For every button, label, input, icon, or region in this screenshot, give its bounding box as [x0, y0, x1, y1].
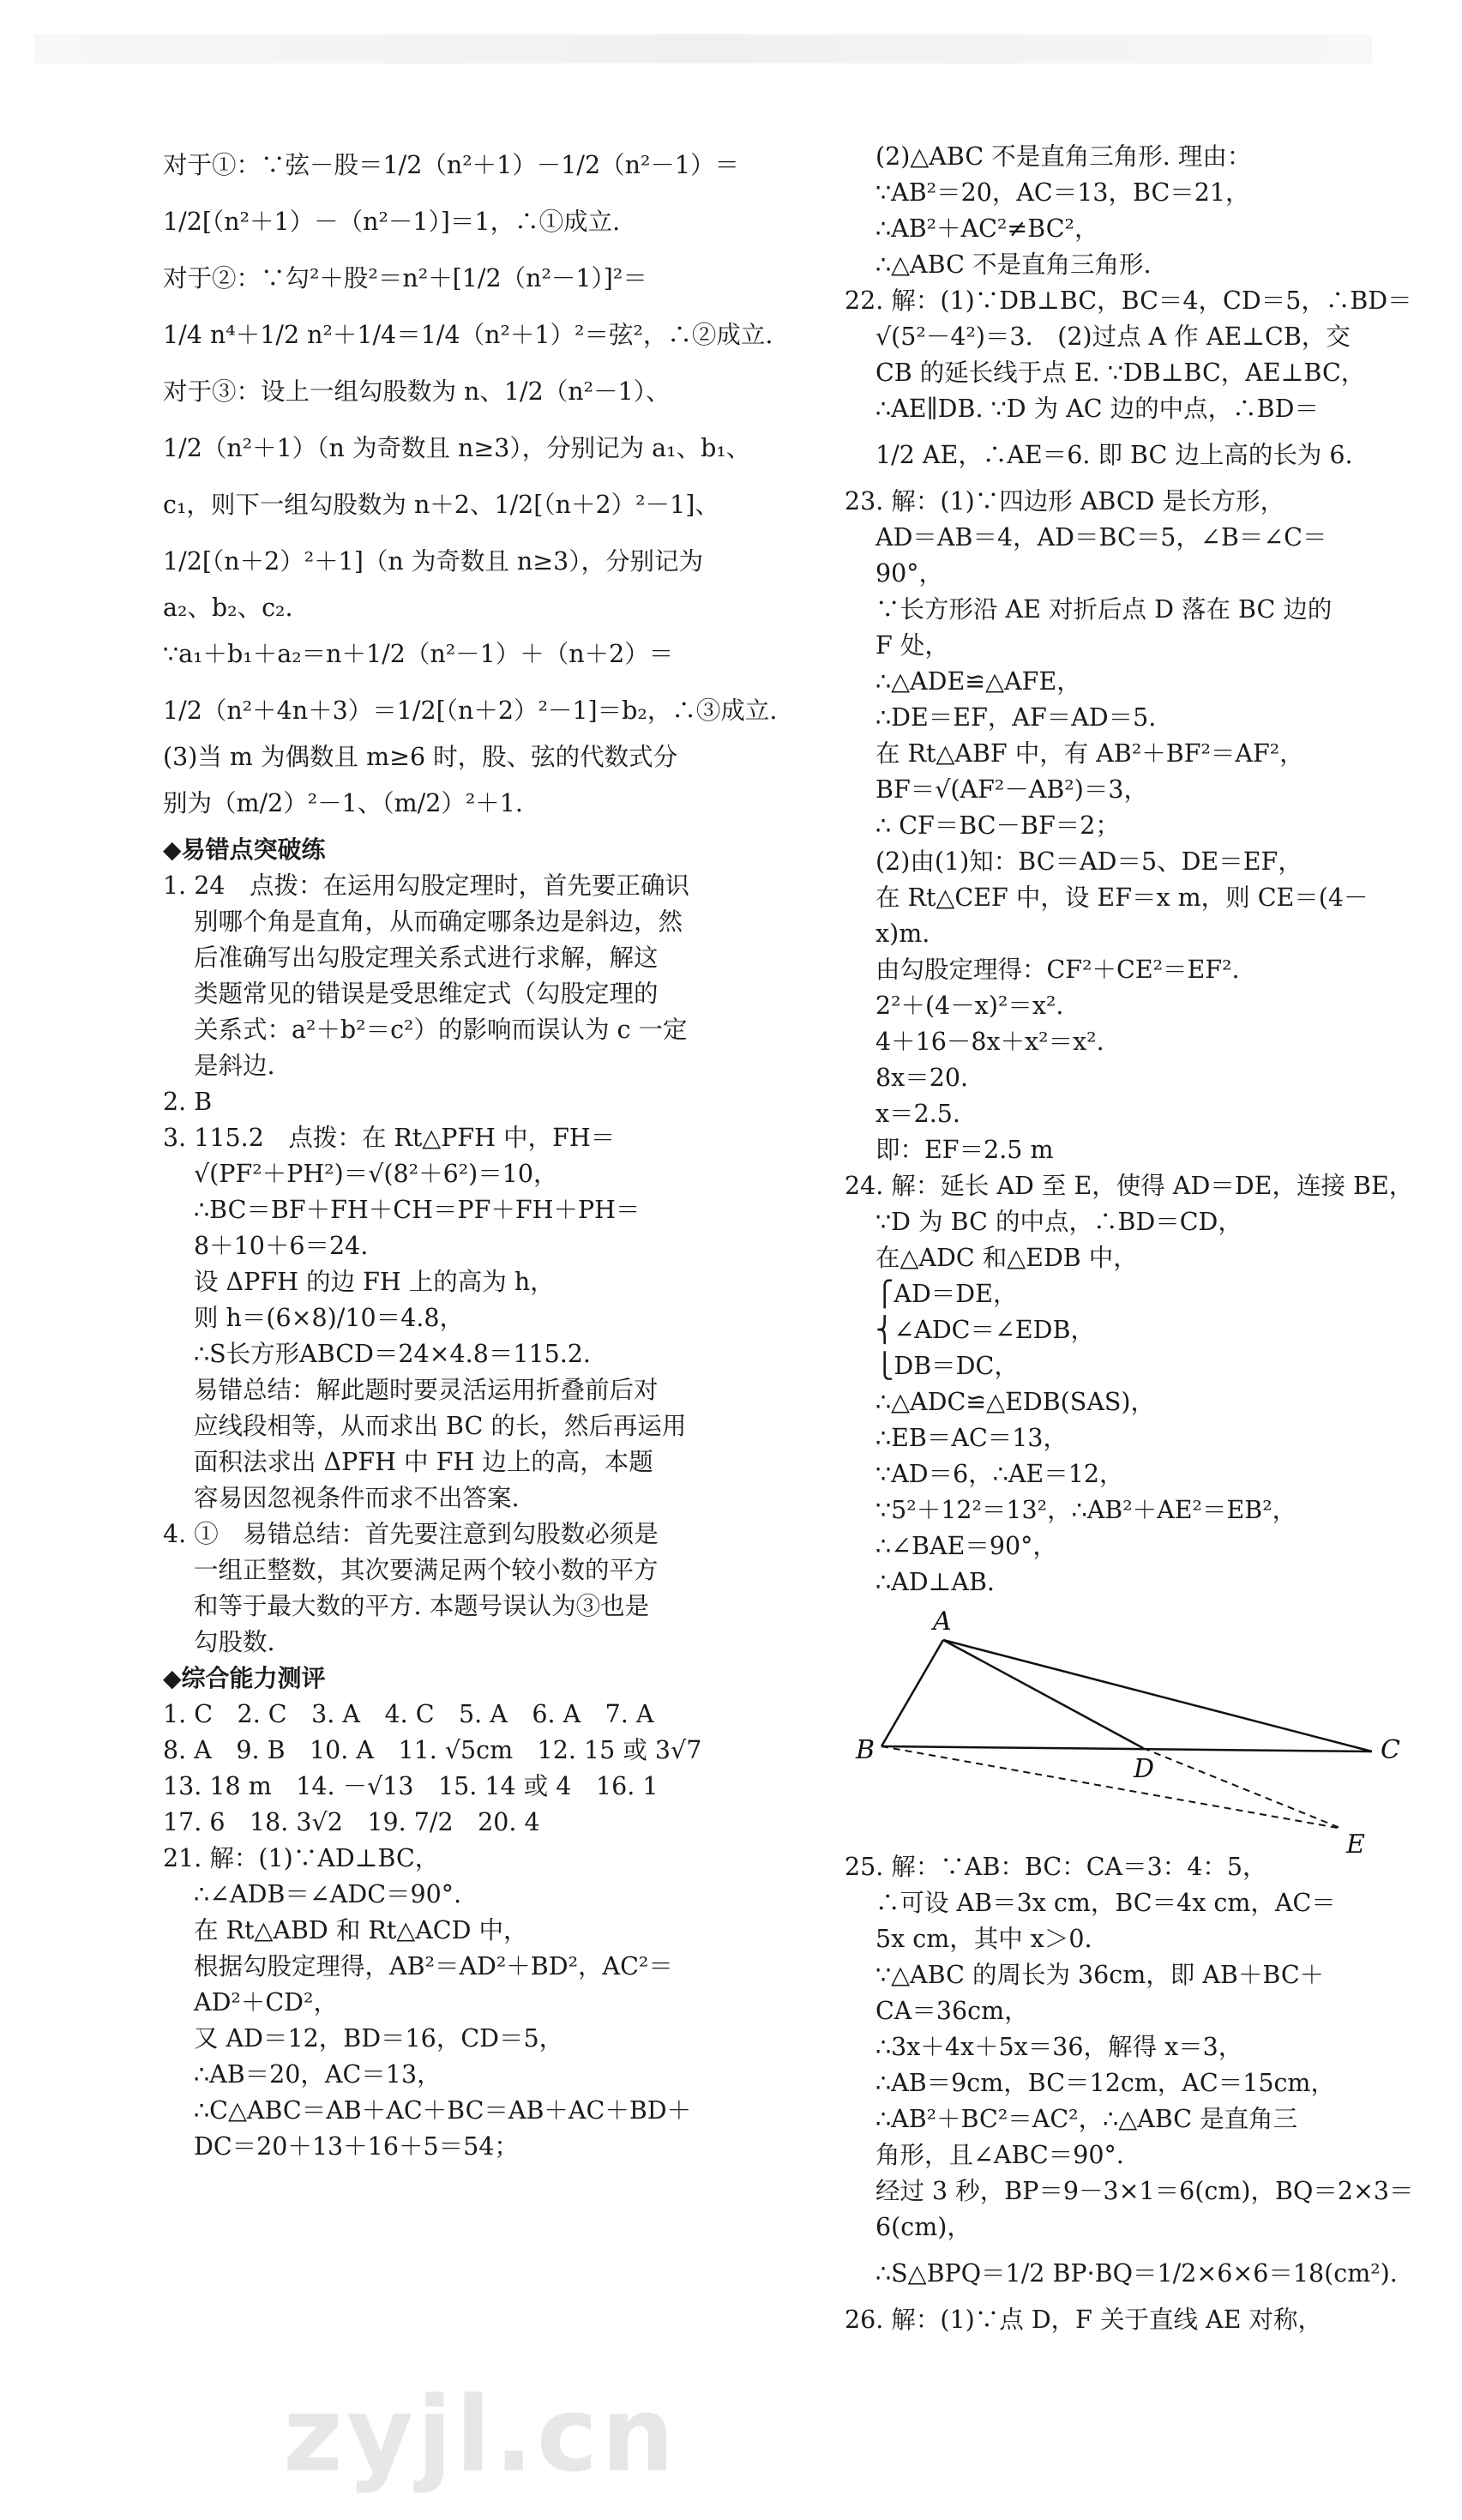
text-line: 1. 24 点拨：在运用勾股定理时，首先要正确识 [163, 871, 690, 900]
answer-row: 17. 6 18. 3√2 19. 7/2 20. 4 [163, 1808, 540, 1836]
text-line: 设 ΔPFH 的边 FH 上的高为 h， [194, 1268, 555, 1296]
text-line: ∵AD＝6，∴AE＝12， [875, 1460, 1124, 1488]
text-line: 在 Rt△ABD 和 Rt△ACD 中， [194, 1916, 528, 1944]
text-line: 关系式：a²＋b²＝c²）的影响而误认为 c 一定 [194, 1016, 688, 1044]
scan-header-strip [34, 34, 1372, 63]
label-e: E [1346, 1830, 1365, 1860]
text-line: ∴C△ABC＝AB＋AC＋BC＝AB＋AC＋BD＋ [194, 2096, 692, 2125]
text-line: 对于③：设上一组勾股数为 n、1/2（n²－1）、 [163, 377, 671, 406]
text-line: 在 Rt△CEF 中，设 EF＝x m，则 CE＝(4－ [875, 883, 1369, 912]
text-line: 22. 解：(1)∵DB⊥BC，BC＝4，CD＝5，∴BD＝ [845, 286, 1412, 315]
text-line: 由勾股定理得：CF²＋CE²＝EF². [875, 956, 1240, 984]
text-line: ∴△ADE≌△AFE， [875, 667, 1081, 696]
label-b: B [856, 1735, 875, 1765]
text-line: 6(cm)， [875, 2213, 972, 2241]
text-line: ∴AE∥DB. ∵D 为 AC 边的中点，∴BD＝ [875, 395, 1319, 423]
text-line: 8＋10＋6＝24. [194, 1232, 369, 1260]
text-line: 面积法求出 ΔPFH 中 FH 边上的高，本题 [194, 1448, 653, 1476]
text-line: 25. 解：∵AB：BC：CA＝3：4：5， [845, 1853, 1267, 1881]
text-line: c₁，则下一组勾股数为 n＋2、1/2[（n＋2）²－1]、 [163, 491, 719, 519]
text-line: 经过 3 秒，BP＝9－3×1＝6(cm)，BQ＝2×3＝ [875, 2177, 1414, 2205]
text-line: 应线段相等，从而求出 BC 的长，然后再运用 [194, 1412, 687, 1440]
text-line: x＝2.5. [875, 1100, 960, 1128]
text-line: 24. 解：延长 AD 至 E，使得 AD＝DE，连接 BE， [845, 1172, 1414, 1200]
text-line: 1/2 AE，∴AE＝6. 即 BC 边上高的长为 6. [875, 441, 1353, 469]
text-line: 对于②：∵勾²＋股²＝n²＋[1/2（n²－1）]²＝ [163, 264, 647, 292]
text-line: 容易因忽视条件而求不出答案. [194, 1484, 520, 1512]
text-line: 3. 115.2 点拨：在 Rt△PFH 中，FH＝ [163, 1124, 616, 1152]
text-line: 角形，且∠ABC＝90°. [875, 2141, 1124, 2169]
text-line: 21. 解：(1)∵AD⊥BC， [163, 1844, 440, 1872]
text-line: √(PF²＋PH²)＝√(8²＋6²)＝10， [194, 1160, 558, 1188]
text-line: 和等于最大数的平方. 本题号误认为③也是 [194, 1592, 650, 1620]
text-line: ∴∠ADB＝∠ADC＝90°. [194, 1880, 462, 1908]
text-line: ∴DE＝EF，AF＝AD＝5. [875, 703, 1157, 732]
text-line: 2. B [163, 1088, 213, 1116]
site-watermark: zyjl.cn [283, 2376, 678, 2495]
segment-be [881, 1746, 1342, 1829]
text-line: a₂、b₂、c₂. [163, 594, 293, 622]
text-line: ⎩DB＝DC， [875, 1352, 1019, 1380]
text-line: ∴BC＝BF＋FH＋CH＝PF＋FH＋PH＝ [194, 1196, 641, 1224]
text-line: ∵长方形沿 AE 对折后点 D 落在 BC 边的 [875, 595, 1333, 624]
triangle-figure [856, 1604, 1415, 1860]
text-line: 易错总结：解此题时要灵活运用折叠前后对 [194, 1376, 659, 1404]
text-line: ∴AB²＋BC²＝AC²，∴△ABC 是直角三 [875, 2105, 1298, 2133]
text-line: ∴△ABC 不是直角三角形. [875, 250, 1152, 279]
segment-de [1143, 1748, 1342, 1829]
text-line: 一组正整数，其次要满足两个较小数的平方 [194, 1556, 659, 1584]
text-line: ⎨∠ADC＝∠EDB， [875, 1316, 1095, 1344]
answer-row: 1. C 2. C 3. A 4. C 5. A 6. A 7. A [163, 1700, 654, 1728]
text-line: (2)△ABC 不是直角三角形. 理由： [875, 142, 1252, 171]
text-line: 是斜边. [194, 1052, 275, 1080]
text-line: √(5²－4²)＝3. (2)过点 A 作 AE⊥CB，交 [875, 323, 1351, 351]
text-line: ∴可设 AB＝3x cm，BC＝4x cm，AC＝ [875, 1889, 1336, 1917]
text-line: (2)由(1)知：BC＝AD＝5、DE＝EF， [875, 847, 1303, 876]
text-line: x)m. [875, 919, 930, 948]
segment-bc [881, 1746, 1372, 1751]
text-line: 1/2[（n²＋1）－（n²－1）]＝1，∴①成立. [163, 208, 621, 236]
text-line: 对于①：∵弦－股＝1/2（n²＋1）－1/2（n²－1）＝ [163, 151, 740, 179]
text-line: 勾股数. [194, 1628, 275, 1656]
text-line: 1/2（n²＋4n＋3）＝1/2[（n＋2）²－1]＝b₂，∴③成立. [163, 696, 778, 725]
text-line: 8x＝20. [875, 1064, 969, 1092]
text-line: ∴S长方形ABCD＝24×4.8＝115.2. [194, 1340, 591, 1368]
segment-ab [881, 1640, 943, 1746]
segment-ac [943, 1640, 1372, 1751]
left-column [163, 137, 780, 2165]
text-line: 后准确写出勾股定理关系式进行求解，解这 [194, 943, 659, 972]
section-heading-errors: ◆易错点突破练 [163, 835, 326, 864]
text-line: 4＋16－8x＋x²＝x². [875, 1028, 1104, 1056]
segment-ad [943, 1640, 1143, 1748]
label-a: A [933, 1607, 952, 1637]
right-column [845, 139, 1453, 2338]
text-line: 1/4 n⁴＋1/2 n²＋1/4＝1/4（n²＋1）²＝弦²，∴②成立. [163, 321, 773, 349]
text-line: F 处， [875, 631, 949, 660]
text-line: ∴AD⊥AB. [875, 1568, 995, 1596]
text-line: ∴AB²＋AC²≠BC²， [875, 214, 1099, 243]
text-line: ∴EB＝AC＝13， [875, 1424, 1068, 1452]
text-line: 90°， [875, 559, 944, 588]
text-line: CA＝36cm， [875, 1997, 1029, 2025]
text-line: 5x cm，其中 x＞0. [875, 1925, 1092, 1953]
text-line: 2²＋(4－x)²＝x². [875, 992, 1064, 1020]
text-line: ∴3x＋4x＋5x＝36，解得 x＝3， [875, 2033, 1243, 2061]
text-line: 23. 解：(1)∵四边形 ABCD 是长方形， [845, 487, 1285, 515]
text-line: 4. ① 易错总结：首先要注意到勾股数必须是 [163, 1520, 659, 1548]
text-line: 26. 解：(1)∵点 D，F 关于直线 AE 对称， [845, 2306, 1323, 2334]
text-line: 别为（m/2）²－1、（m/2）²＋1. [163, 789, 523, 817]
label-c: C [1381, 1735, 1400, 1765]
text-line: ∵D 为 BC 的中点，∴BD＝CD， [875, 1208, 1242, 1236]
text-line: ∵5²＋12²＝13²，∴AB²＋AE²＝EB²， [875, 1496, 1297, 1524]
text-line: ∵a₁＋b₁＋a₂＝n＋1/2（n²－1）＋（n＋2）＝ [163, 640, 674, 668]
text-line: 在△ADC 和△EDB 中， [875, 1244, 1138, 1272]
text-line: 即：EF＝2.5 m [875, 1136, 1054, 1164]
answer-row: 13. 18 m 14. －√13 15. 14 或 4 16. 1 [163, 1772, 659, 1800]
text-line: BF＝√(AF²－AB²)＝3， [875, 775, 1148, 804]
text-line: 1/2[（n＋2）²＋1]（n 为奇数且 n≥3），分别记为 [163, 547, 703, 576]
text-line: 别哪个角是直角，从而确定哪条边是斜边，然 [194, 907, 683, 936]
text-line: (3)当 m 为偶数且 m≥6 时，股、弦的代数式分 [163, 743, 678, 771]
text-line: AD＝AB＝4，AD＝BC＝5，∠B＝∠C＝ [875, 523, 1327, 552]
text-line: 又 AD＝12，BD＝16，CD＝5， [194, 2024, 564, 2053]
text-line: ∴AB＝20，AC＝13， [194, 2060, 442, 2089]
text-line: 根据勾股定理得，AB²＝AD²＋BD²，AC²＝ [194, 1952, 673, 1980]
answer-row: 8. A 9. B 10. A 11. √5cm 12. 15 或 3√7 [163, 1736, 702, 1764]
text-line: ∴S△BPQ＝1/2 BP·BQ＝1/2×6×6＝18(cm²). [875, 2259, 1398, 2288]
text-line: ∵AB²＝20，AC＝13，BC＝21， [875, 178, 1250, 207]
text-line: 则 h＝(6×8)/10＝4.8， [194, 1304, 464, 1332]
text-line: DC＝20＋13＋16＋5＝54； [194, 2132, 519, 2161]
section-heading-comprehensive: ◆综合能力测评 [163, 1664, 326, 1692]
text-line: ∴AB＝9cm，BC＝12cm，AC＝15cm， [875, 2069, 1335, 2097]
text-line: CB 的延长线于点 E. ∵DB⊥BC，AE⊥BC， [875, 359, 1366, 387]
text-line: AD²＋CD²， [194, 1988, 338, 2017]
label-d: D [1134, 1754, 1155, 1784]
text-line: ∵△ABC 的周长为 36cm，即 AB＋BC＋ [875, 1961, 1325, 1989]
text-line: ∴ CF＝BC－BF＝2； [875, 811, 1120, 840]
text-line: 在 Rt△ABF 中，有 AB²＋BF²＝AF²， [875, 739, 1304, 768]
text-line: ∴△ADC≌△EDB(SAS)， [875, 1388, 1156, 1416]
text-line: ⎧AD＝DE， [875, 1280, 1018, 1308]
text-line: 1/2（n²＋1）（n 为奇数且 n≥3），分别记为 a₁、b₁、 [163, 434, 751, 462]
text-line: ∴∠BAE＝90°， [875, 1532, 1057, 1560]
text-line: 类题常见的错误是受思维定式（勾股定理的 [194, 980, 659, 1008]
